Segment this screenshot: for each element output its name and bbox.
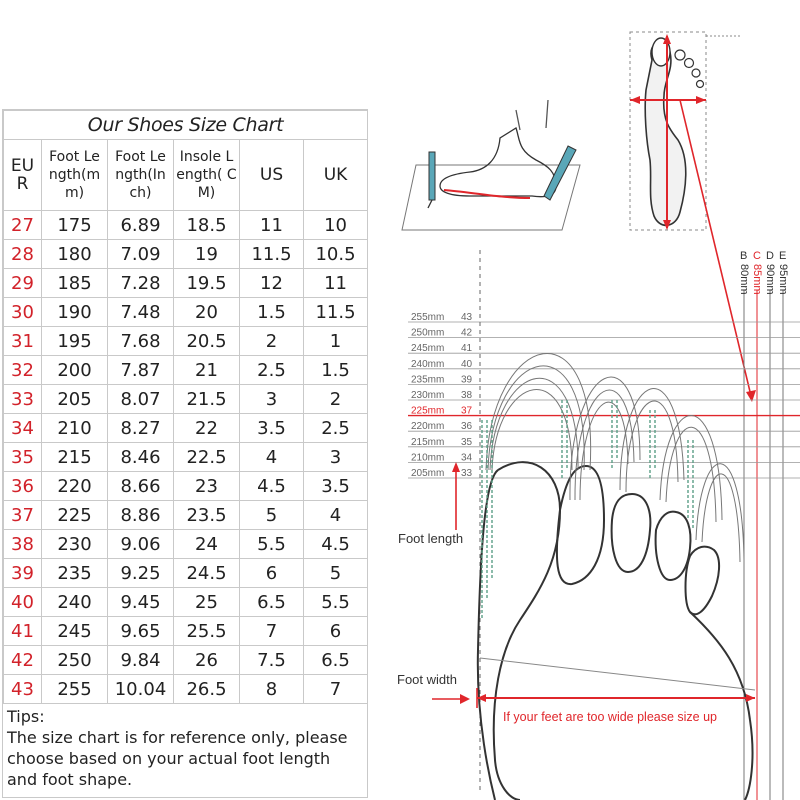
scale-eu-label: 40 — [461, 358, 473, 370]
scale-eu-label: 41 — [461, 343, 473, 355]
table-cell: 7.28 — [108, 269, 174, 298]
table-cell: 9.65 — [108, 617, 174, 646]
heel-ruler — [429, 152, 435, 200]
scale-eu-label: 37 — [461, 405, 473, 417]
width-value: 80mm — [738, 264, 750, 295]
scale-mm-label: 255mm — [411, 312, 445, 323]
width-value: 95mm — [777, 264, 789, 295]
foot-width-annotation — [397, 672, 755, 724]
table-cell: 20.5 — [174, 327, 240, 356]
foot-width-label: Foot width — [397, 672, 457, 687]
table-cell: 1.5 — [240, 298, 304, 327]
table-cell: 4 — [240, 443, 304, 472]
table-cell: 8.46 — [108, 443, 174, 472]
scale-mm-label: 205mm — [411, 468, 445, 479]
table-cell: 210 — [42, 414, 108, 443]
table-cell: 4 — [304, 501, 368, 530]
table-cell: 2 — [240, 327, 304, 356]
table-cell: 9.06 — [108, 530, 174, 559]
table-cell: 5 — [240, 501, 304, 530]
table-cell: 6 — [240, 559, 304, 588]
table-cell: 8.86 — [108, 501, 174, 530]
table-cell: 7.87 — [108, 356, 174, 385]
eu-size-cell: 43 — [4, 675, 42, 704]
table-cell: 7.48 — [108, 298, 174, 327]
width-columns — [738, 250, 789, 800]
eu-size-cell: 35 — [4, 443, 42, 472]
table-cell: 22 — [174, 414, 240, 443]
eu-size-cell: 27 — [4, 211, 42, 240]
table-cell: 11 — [240, 211, 304, 240]
table-cell: 7.09 — [108, 240, 174, 269]
scale-mm-label: 245mm — [411, 343, 445, 355]
scale-mm-label: 240mm — [411, 358, 445, 370]
eu-size-cell: 40 — [4, 588, 42, 617]
table-cell: 180 — [42, 240, 108, 269]
table-cell: 5.5 — [304, 588, 368, 617]
side-foot-outline — [440, 128, 556, 197]
scale-eu-label: 33 — [461, 468, 473, 479]
column-header: Foot Le ngth(m m) — [42, 140, 108, 211]
width-letter: E — [779, 250, 787, 262]
eu-size-cell: 38 — [4, 530, 42, 559]
table-cell: 11.5 — [240, 240, 304, 269]
table-cell: 245 — [42, 617, 108, 646]
eu-size-cell: 30 — [4, 298, 42, 327]
table-cell: 7 — [240, 617, 304, 646]
table-cell: 225 — [42, 501, 108, 530]
scale-eu-label: 34 — [461, 452, 473, 464]
table-cell: 190 — [42, 298, 108, 327]
table-cell: 255 — [42, 675, 108, 704]
table-cell: 8.07 — [108, 385, 174, 414]
table-cell: 9.45 — [108, 588, 174, 617]
table-cell: 21 — [174, 356, 240, 385]
table-cell: 6.5 — [304, 646, 368, 675]
table-cell: 11 — [304, 269, 368, 298]
table-cell: 11.5 — [304, 298, 368, 327]
table-cell: 25 — [174, 588, 240, 617]
table-cell: 19 — [174, 240, 240, 269]
scale-eu-label: 38 — [461, 390, 473, 401]
table-cell: 18.5 — [174, 211, 240, 240]
eu-size-cell: 37 — [4, 501, 42, 530]
table-cell: 8.27 — [108, 414, 174, 443]
footprint-illustration — [630, 32, 756, 402]
side-view-illustration — [402, 100, 580, 230]
eu-size-cell: 36 — [4, 472, 42, 501]
table-cell: 12 — [240, 269, 304, 298]
table-cell: 200 — [42, 356, 108, 385]
scale-mm-label: 215mm — [411, 436, 445, 448]
table-cell: 9.84 — [108, 646, 174, 675]
table-cell: 8 — [240, 675, 304, 704]
column-header: UK — [304, 140, 368, 211]
table-cell: 240 — [42, 588, 108, 617]
scale-eu-label: 36 — [461, 421, 473, 433]
scale-lines — [408, 312, 800, 479]
scale-mm-label: 230mm — [411, 390, 445, 401]
table-cell: 7 — [304, 675, 368, 704]
table-cell: 195 — [42, 327, 108, 356]
eu-size-cell: 32 — [4, 356, 42, 385]
eu-size-cell: 42 — [4, 646, 42, 675]
scale-eu-label: 43 — [461, 312, 473, 323]
scale-mm-label: 220mm — [411, 421, 445, 433]
tips-heading: Tips: — [7, 707, 45, 726]
table-cell: 1 — [304, 327, 368, 356]
table-cell: 10.5 — [304, 240, 368, 269]
eu-size-cell: 34 — [4, 414, 42, 443]
table-cell: 4.5 — [304, 530, 368, 559]
column-header: Insole L ength( CM) — [174, 140, 240, 211]
table-cell: 10 — [304, 211, 368, 240]
table-cell: 6.89 — [108, 211, 174, 240]
table-cell: 23 — [174, 472, 240, 501]
column-header: Foot Le ngth(In ch) — [108, 140, 174, 211]
table-cell: 19.5 — [174, 269, 240, 298]
eu-size-cell: 41 — [4, 617, 42, 646]
table-cell: 3.5 — [304, 472, 368, 501]
scale-mm-label: 235mm — [411, 374, 445, 386]
tips-body: The size chart is for reference only, please choose based on your actual foot length and foot shape. — [7, 728, 348, 789]
table-cell: 220 — [42, 472, 108, 501]
table-cell: 6 — [304, 617, 368, 646]
scale-eu-label: 39 — [461, 374, 473, 386]
eu-size-cell: 33 — [4, 385, 42, 414]
scale-mm-label: 250mm — [411, 327, 445, 339]
table-cell: 2.5 — [304, 414, 368, 443]
table-cell: 20 — [174, 298, 240, 327]
table-cell: 2 — [304, 385, 368, 414]
table-cell: 235 — [42, 559, 108, 588]
eu-size-cell: 29 — [4, 269, 42, 298]
eu-size-cell: 31 — [4, 327, 42, 356]
width-value: 90mm — [764, 264, 776, 295]
toe-ruler — [544, 146, 576, 200]
table-cell: 23.5 — [174, 501, 240, 530]
footprint-sole — [645, 42, 686, 225]
table-cell: 6.5 — [240, 588, 304, 617]
table-cell: 3 — [304, 443, 368, 472]
toe-3 — [612, 494, 651, 572]
foot-length-label: Foot length — [398, 531, 464, 546]
table-cell: 250 — [42, 646, 108, 675]
scale-mm-label: 225mm — [411, 405, 445, 417]
table-cell: 21.5 — [174, 385, 240, 414]
column-header: US — [240, 140, 304, 211]
table-cell: 3.5 — [240, 414, 304, 443]
table-cell: 25.5 — [174, 617, 240, 646]
table-cell: 185 — [42, 269, 108, 298]
table-cell: 22.5 — [174, 443, 240, 472]
eu-size-cell: 39 — [4, 559, 42, 588]
table-cell: 9.25 — [108, 559, 174, 588]
table-cell: 26.5 — [174, 675, 240, 704]
scale-eu-label: 35 — [461, 436, 473, 448]
scale-mm-label: 210mm — [411, 452, 445, 464]
table-cell: 24.5 — [174, 559, 240, 588]
table-cell: 7.5 — [240, 646, 304, 675]
side-heel-mark — [444, 190, 530, 198]
big-foot-right-edge — [690, 612, 753, 800]
table-cell: 2.5 — [240, 356, 304, 385]
eu-size-cell: 28 — [4, 240, 42, 269]
table-cell: 10.04 — [108, 675, 174, 704]
table-cell: 230 — [42, 530, 108, 559]
table-cell: 175 — [42, 211, 108, 240]
wide-feet-note: If your feet are too wide please size up — [503, 710, 718, 724]
table-cell: 26 — [174, 646, 240, 675]
size-chart-title: Our Shoes Size Chart — [4, 111, 368, 140]
table-cell: 5.5 — [240, 530, 304, 559]
table-cell: 205 — [42, 385, 108, 414]
big-foot-left-edge — [494, 462, 560, 800]
width-letter: C — [753, 250, 761, 262]
width-letter: B — [740, 250, 748, 262]
toe-5 — [686, 547, 720, 615]
table-cell: 1.5 — [304, 356, 368, 385]
column-header: EU R — [4, 140, 42, 211]
table-cell: 3 — [240, 385, 304, 414]
table-cell: 7.68 — [108, 327, 174, 356]
table-cell: 4.5 — [240, 472, 304, 501]
table-cell: 24 — [174, 530, 240, 559]
table-cell: 8.66 — [108, 472, 174, 501]
table-cell: 215 — [42, 443, 108, 472]
width-letter: D — [766, 250, 774, 262]
scale-eu-label: 42 — [461, 327, 473, 339]
table-cell: 5 — [304, 559, 368, 588]
toe-4 — [656, 512, 691, 580]
width-value: 85mm — [751, 264, 763, 295]
